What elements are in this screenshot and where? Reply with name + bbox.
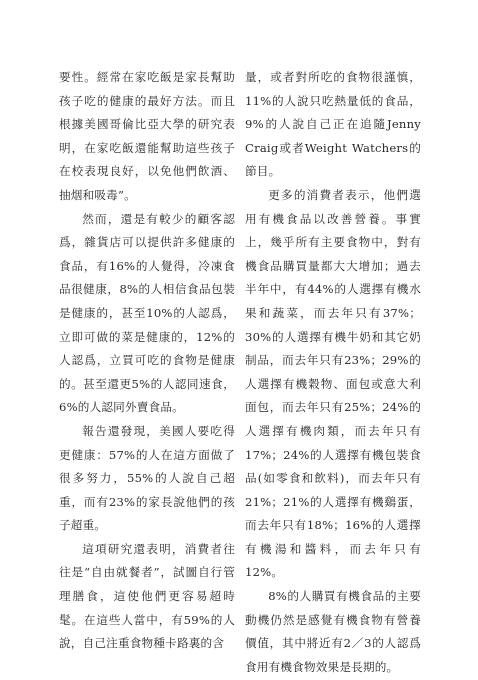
right-column <box>245 66 421 679</box>
paragraph-continued: 要性。經常在家吃飯是家長幫助孩子吃的健康的最好方法。而且根據美國哥倫比亞大學的研究表明，在家吃飯還能幫助這些孩子在校表現良好，以免他們飲酒、抽烟和吸毒”。 <box>59 70 235 202</box>
paragraph-organic-purchases: 更多的消費者表示，他們選用有機食品以改善營養。事實上，幾乎所有主要食物中，對有機食品購買量都大大增加；過去半年中，有44%的人選擇有機水果和蔬菜，而去年只有37%；30%的人選擇有機牛奶和其它奶制品，而去年只有23%；29%的人選擇有機穀物、面包或意大利面包，而去年只有25%；24%的人選擇有機肉類，而去年只有17%；24%的人選擇有機包裝食品(如零食和飲料)，而去年只有21%；21%的人選擇有機鷄蛋，而去年只有18%；16%的人選擇有機湯和醬料，而去年只有12%。 <box>245 187 421 580</box>
paragraph-organic-motivation: 8%的人購買有機食品的主要動機仍然是感覺有機食物有營養價值，其中將近有2／3的人認爲食用有機食物效果是長期的。 <box>245 589 421 674</box>
paragraph-grocery-health: 然而，還是有較少的顧客認爲，雜貨店可以提供許多健康的食品，有16%的人覺得，冷凍食品很健康，8%的人相信食品包裝是健康的，甚至10%的人認爲，立即可做的菜是健康的，12%的人認爲，立買可吃的食物是健康的。甚至還更5%的人認同速食，6%的人認同外賣食品。 <box>59 211 235 415</box>
paragraph-calorie-continued: 量，或者對所吃的食物很謹慎，11%的人說只吃熱量低的食品，9%的人說自己正在追隨Jenny Craig或者Weight Watchers的節目。 <box>245 70 421 179</box>
paragraph-report-findings: 報告還發現，美國人要吃得更健康：57%的人在這方面做了很多努力，55%的人說自己超重，而有23%的家長說他們的孩子超重。 <box>59 423 235 533</box>
left-column <box>59 66 235 656</box>
paragraph-free-diners: 這項研究還表明，消費者往往是“自由就餐者”，試圖自行管理膳食，這使他們更容易超時髦。在這些人當中，有59%的人說，自己注重食物種卡路裏的含 <box>59 541 235 651</box>
